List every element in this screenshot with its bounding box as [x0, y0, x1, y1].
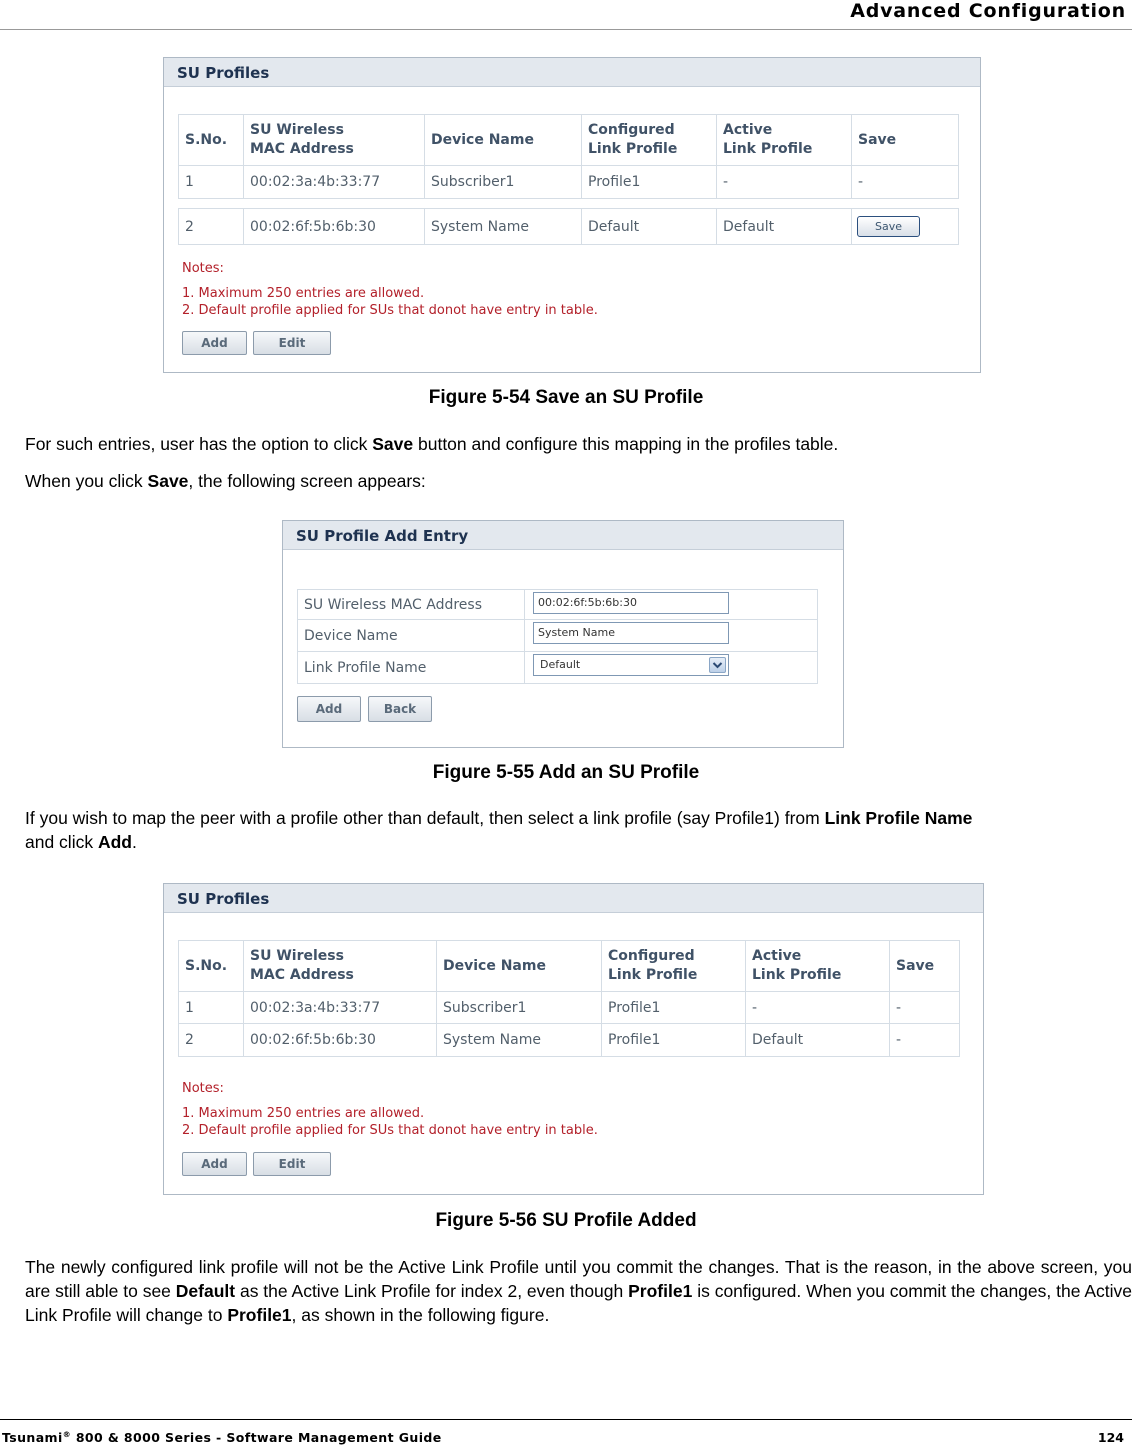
cell-save — [852, 209, 959, 245]
mac-address-input[interactable]: 00:02:6f:5b:6b:30 — [533, 592, 729, 614]
bold-text: Save — [372, 434, 414, 454]
su-profiles-table — [178, 114, 959, 199]
table-header-row — [179, 115, 959, 166]
notes — [182, 1080, 598, 1139]
cell: 2 — [179, 1024, 244, 1057]
cell: 00:02:6f:5b:6b:30 — [244, 1024, 437, 1057]
cell: Profile1 — [602, 992, 746, 1024]
cell: - — [746, 992, 890, 1024]
col-mac — [244, 115, 425, 166]
col-mac-line: SU Wireless — [250, 948, 344, 964]
table-row — [179, 1024, 960, 1057]
notes-title: Notes: — [182, 261, 224, 276]
text: 800 & 8000 Series - Software Management Guide — [71, 1430, 442, 1446]
col-configured-line: Link Profile — [608, 967, 698, 983]
registered-mark: ® — [62, 1430, 72, 1439]
cell: 00:02:3a:4b:33:77 — [244, 992, 437, 1024]
edit-button[interactable]: Edit — [253, 1152, 331, 1176]
col-active — [717, 115, 852, 166]
table-header-row — [179, 941, 960, 992]
col-save: Save — [852, 115, 959, 166]
save-button[interactable]: Save — [857, 216, 920, 237]
paragraph — [25, 469, 1132, 493]
link-profile-select[interactable] — [533, 654, 729, 676]
back-button[interactable]: Back — [368, 696, 432, 722]
text: , as shown in the following figure. — [291, 1305, 550, 1325]
col-configured — [602, 941, 746, 992]
field-label: SU Wireless MAC Address — [298, 590, 525, 620]
col-mac-line: MAC Address — [250, 967, 354, 983]
text: and click — [25, 832, 98, 852]
cell: - — [890, 1024, 960, 1057]
cell: Subscriber1 — [437, 992, 602, 1024]
cell: 1 — [179, 992, 244, 1024]
figure-caption: Figure 5-55 Add an SU Profile — [432, 762, 700, 783]
cell: - — [717, 166, 852, 199]
select-value: Default — [540, 658, 581, 671]
figure-caption: Figure 5-54 Save an SU Profile — [428, 387, 704, 408]
panel-header — [283, 521, 843, 550]
su-profiles-table — [178, 940, 960, 1057]
table-row — [179, 209, 959, 245]
col-active — [746, 941, 890, 992]
su-profiles-panel-fig54 — [163, 57, 981, 373]
cell: Default — [717, 209, 852, 245]
col-configured-line: Link Profile — [588, 141, 678, 157]
col-device-name: Device Name — [425, 115, 582, 166]
su-profile-add-entry-panel — [282, 520, 844, 748]
bold-text: Add — [97, 832, 132, 852]
panel-title: SU Profile Add Entry — [296, 527, 469, 545]
header-divider — [0, 29, 1132, 30]
cell: System Name — [437, 1024, 602, 1057]
panel-title: SU Profiles — [177, 890, 270, 908]
note-item: 1. Maximum 250 entries are allowed. — [182, 1106, 425, 1121]
text: . — [131, 832, 137, 852]
col-active-line: Active — [723, 122, 773, 138]
panel-title: SU Profiles — [177, 64, 270, 82]
cell: Subscriber1 — [425, 166, 582, 199]
bold-text: Profile1 — [628, 1281, 693, 1301]
col-sno: S.No. — [179, 115, 244, 166]
panel-header — [164, 58, 980, 87]
text: When you click — [25, 471, 148, 491]
notes — [182, 260, 598, 319]
text: , the following screen appears: — [188, 471, 426, 491]
su-profiles-panel-fig56 — [163, 883, 984, 1195]
notes-title: Notes: — [182, 1081, 224, 1096]
table-row — [179, 166, 959, 199]
cell: - — [852, 166, 959, 199]
cell: 00:02:6f:5b:6b:30 — [244, 209, 425, 245]
device-name-input[interactable]: System Name — [533, 622, 729, 644]
field-label: Link Profile Name — [298, 652, 525, 684]
col-active-line: Link Profile — [723, 141, 813, 157]
field-label: Device Name — [298, 620, 525, 652]
col-mac-line: MAC Address — [250, 141, 354, 157]
bold-text: Save — [147, 471, 189, 491]
col-active-line: Active — [752, 948, 802, 964]
col-device-name: Device Name — [437, 941, 602, 992]
cell: Default — [746, 1024, 890, 1057]
add-button[interactable]: Add — [297, 696, 361, 722]
cell: System Name — [425, 209, 582, 245]
panel-header — [164, 884, 983, 913]
bold-text: Default — [175, 1281, 236, 1301]
text: For such entries, user has the option to click — [25, 434, 373, 454]
add-button[interactable]: Add — [182, 331, 247, 355]
col-active-line: Link Profile — [752, 967, 842, 983]
cell: 00:02:3a:4b:33:77 — [244, 166, 425, 199]
cell: Profile1 — [582, 166, 717, 199]
chevron-down-icon[interactable] — [709, 657, 726, 673]
footer-guide-title — [2, 1430, 442, 1445]
paragraph — [25, 806, 1132, 854]
col-mac-line: SU Wireless — [250, 122, 344, 138]
note-item: 2. Default profile applied for SUs that donot have entry in table. — [182, 303, 598, 318]
cell: 1 — [179, 166, 244, 199]
section-title: Advanced Configuration — [850, 0, 1126, 22]
col-save: Save — [890, 941, 960, 992]
cell: - — [890, 992, 960, 1024]
footer-divider — [0, 1419, 1132, 1420]
text: is configured. When you commit the changes, the Active Link Profile will change to — [25, 1281, 1132, 1325]
paragraph — [25, 1255, 1132, 1327]
table-row — [179, 992, 960, 1024]
page-number: 124 — [1097, 1430, 1124, 1445]
su-profiles-table-row2 — [178, 208, 959, 245]
cell: Default — [582, 209, 717, 245]
text: as the Active Link Profile for index 2, even though — [235, 1281, 629, 1301]
note-item: 2. Default profile applied for SUs that donot have entry in table. — [182, 1123, 598, 1138]
figure-caption: Figure 5-56 SU Profile Added — [435, 1210, 697, 1231]
col-configured — [582, 115, 717, 166]
cell: 2 — [179, 209, 244, 245]
text: Tsunami — [2, 1430, 63, 1446]
col-configured-line: Configured — [608, 948, 695, 964]
cell: Profile1 — [602, 1024, 746, 1057]
text: button and configure this mapping in the profiles table. — [413, 434, 839, 454]
bold-text: Profile1 — [227, 1305, 292, 1325]
edit-button[interactable]: Edit — [253, 331, 331, 355]
text: If you wish to map the peer with a profile other than default, then select a link profile (say Profile1) from — [25, 808, 825, 828]
col-sno: S.No. — [179, 941, 244, 992]
note-item: 1. Maximum 250 entries are allowed. — [182, 286, 425, 301]
text: The newly configured link profile will not be the Active Link Profile until you commit the changes. That is the reason, in the above screen, you are still able to see — [25, 1257, 1132, 1301]
col-configured-line: Configured — [588, 122, 675, 138]
add-button[interactable]: Add — [182, 1152, 247, 1176]
paragraph — [25, 432, 1132, 456]
bold-text: Link Profile Name — [824, 808, 973, 828]
col-mac — [244, 941, 437, 992]
